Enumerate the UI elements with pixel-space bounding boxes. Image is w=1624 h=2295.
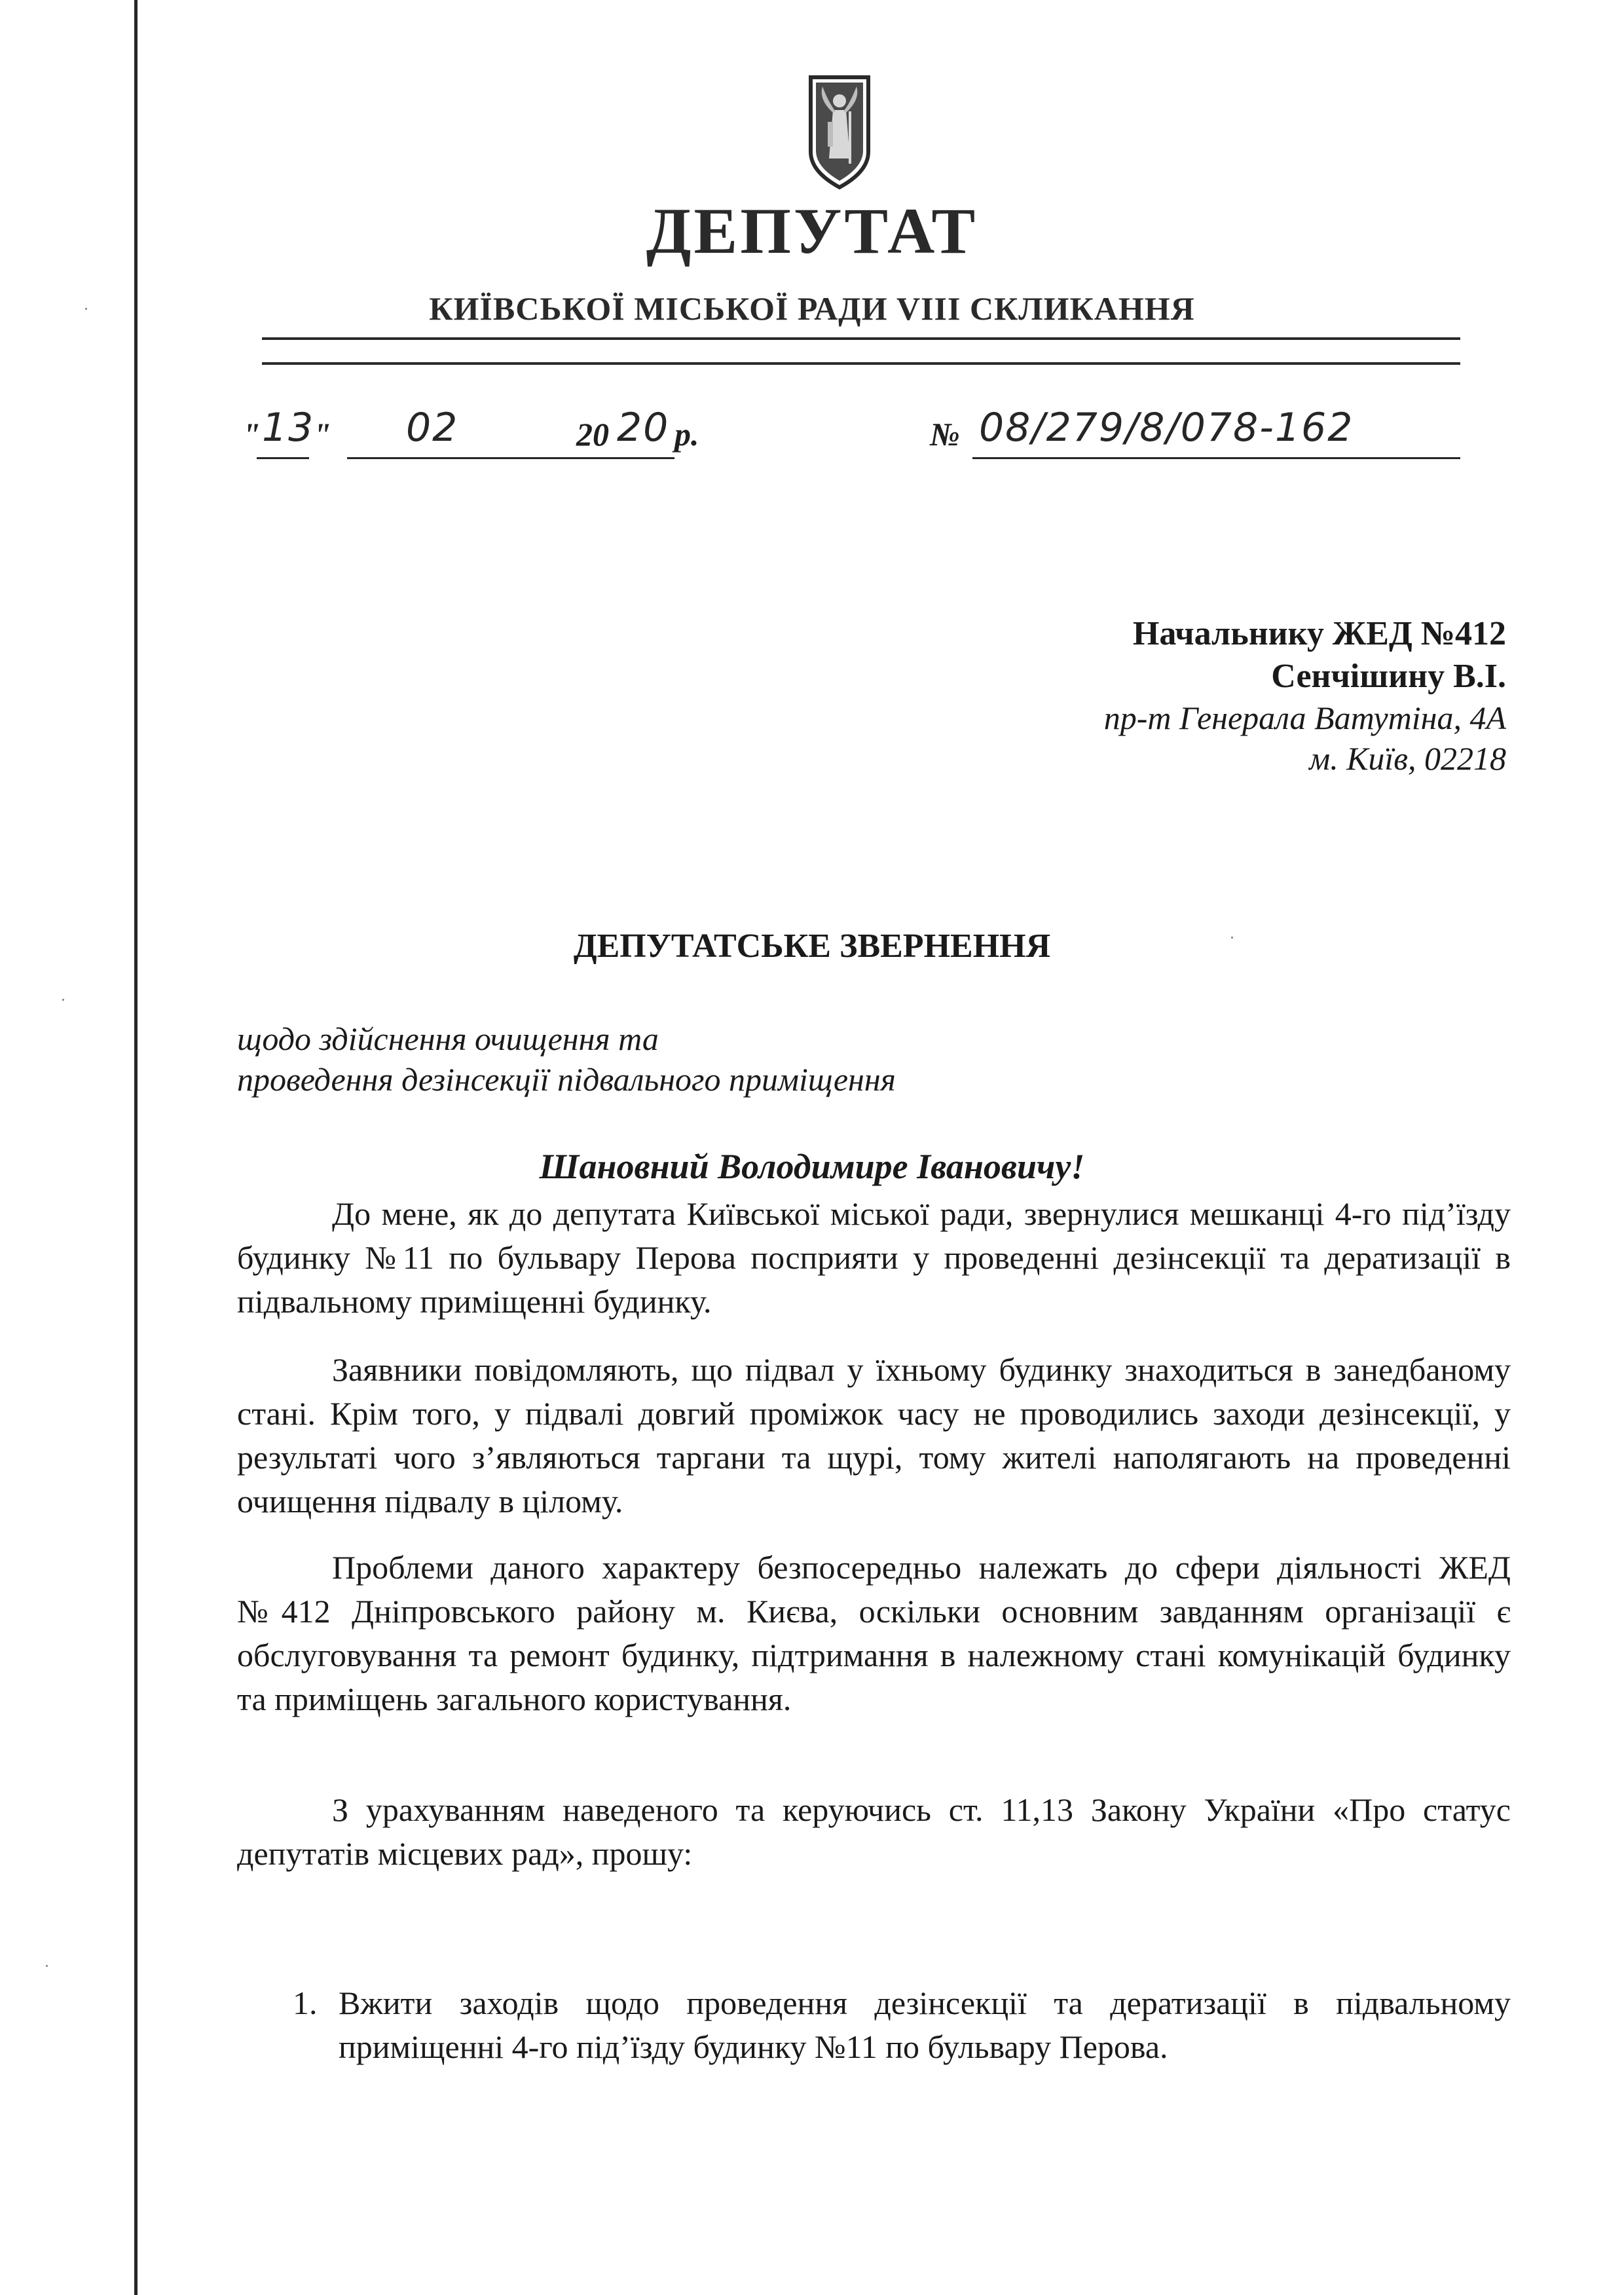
- year-underline: [612, 457, 665, 459]
- scan-speck: [62, 999, 64, 1001]
- registration-number: 08/279/8/078-162: [979, 405, 1354, 451]
- salutation: Шановний Володимире Івановичу!: [539, 1147, 1085, 1186]
- addressee-block: [1104, 612, 1506, 779]
- list-text: Вжити заходів щодо проведення дезінсекції та дератизації в підвальному приміщенні 4-го під’їзду будинку №11 по бульвару Перова.: [339, 1985, 1511, 2065]
- header-rule: [262, 337, 1460, 340]
- date-year: 20: [617, 405, 670, 451]
- quote-close: ": [313, 416, 331, 453]
- document-subject: [237, 1018, 896, 1100]
- body-paragraph: До мене, як до депутата Київської міської ради, звернулися мешканці 4-го під’їзду будинку №11 по бульвару Перова посприяти у проведенні дезінсекції та дератизації в підвальному приміщенні будинку.: [237, 1195, 1511, 1320]
- number-underline: [972, 457, 1460, 459]
- body-paragraph: Заявники повідомляють, що підвал у їхньому будинку знаходиться в занедбаному стані. Крім того, у підвалі довгий проміжок часу не проводились заходи дезінсекції, у результаті чого з’являються таргани та щурі, тому жителі наполягають на проведенні очищення підвалу в цілому.: [237, 1351, 1511, 1520]
- addressee-street: пр-т Генерала Ватутіна, 4А: [1103, 700, 1506, 736]
- subject-line: проведення дезінсекції підвального приміщення: [237, 1061, 896, 1098]
- document-title: ДЕПУТАТСЬКЕ ЗВЕРНЕННЯ: [573, 927, 1051, 965]
- body-paragraph: Проблеми даного характеру безпосередньо належать до сфери діяльності ЖЕД №412 Дніпровського району м. Києва, оскільки основним завданням організації є обслуговування та ремонт будинку, підтримання в належному стані комунікацій будинку та приміщень загального користування.: [237, 1549, 1511, 1717]
- addressee-position: Начальнику ЖЕД №412: [1132, 615, 1506, 652]
- date-month: 02: [406, 405, 459, 451]
- date-day: 13: [262, 405, 315, 451]
- year-mark: р.: [674, 416, 699, 453]
- scan-speck: [46, 1965, 48, 1967]
- body-paragraph: З урахуванням наведеного та керуючись ст. 11,13 Закону України «Про статус депутатів місцевих рад», прошу:: [237, 1791, 1511, 1872]
- number-label: №: [930, 416, 960, 453]
- year-prefix: 20: [576, 416, 609, 453]
- issuer-subtitle: КИЇВСЬКОЇ МІСЬКОЇ РАДИ VIII СКЛИКАННЯ: [429, 290, 1195, 327]
- day-underline: [257, 457, 309, 459]
- date-number-line: [242, 407, 1473, 466]
- quote-open: ": [242, 416, 261, 453]
- issuer-title: ДЕПУТАТ: [646, 195, 978, 267]
- list-number: 1.: [293, 1985, 318, 2021]
- header-rule: [262, 362, 1460, 365]
- subject-line: щодо здійснення очищення та: [237, 1020, 659, 1057]
- kyiv-coat-of-arms-icon: [807, 73, 872, 190]
- addressee-city: м. Київ, 02218: [1309, 740, 1506, 777]
- addressee-name: Сенчішину В.І.: [1271, 658, 1506, 695]
